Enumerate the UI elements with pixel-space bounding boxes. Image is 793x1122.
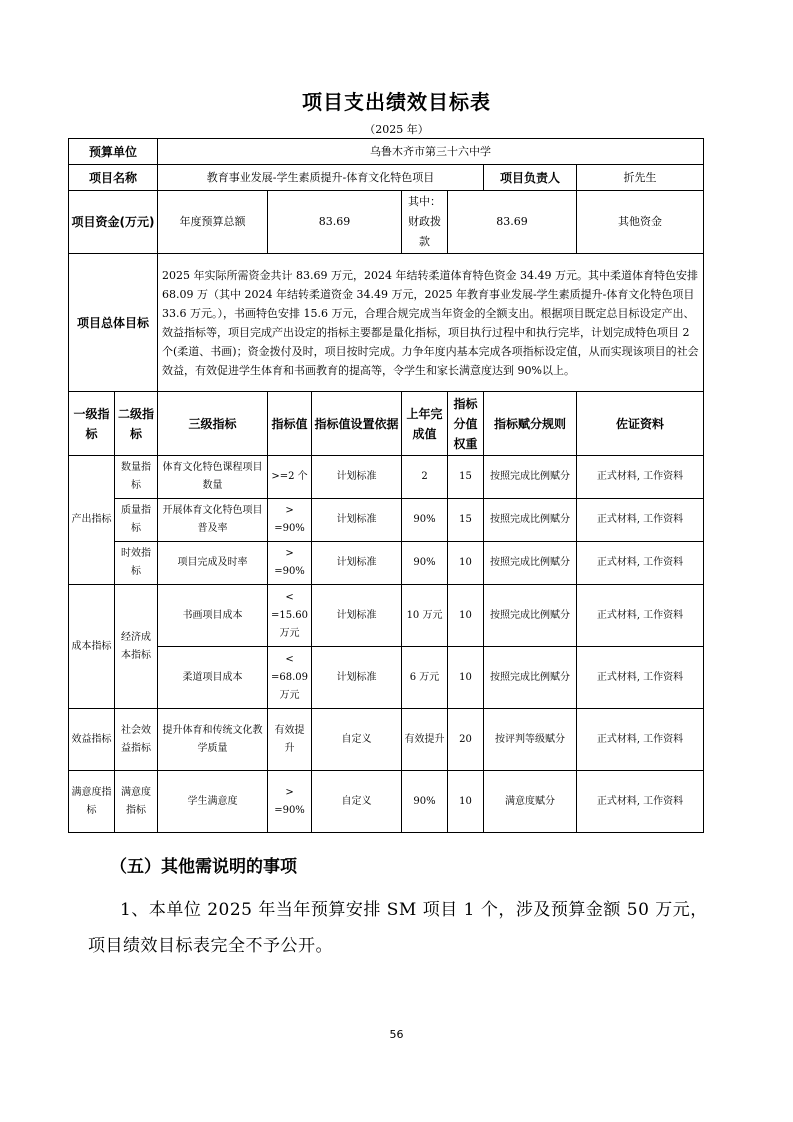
row-l3: 柔道项目成本	[158, 647, 268, 709]
row-rule: 按照完成比例赋分	[484, 456, 577, 499]
table-row	[69, 456, 704, 499]
row-l3: 项目完成及时率	[158, 542, 268, 585]
row-basis: 自定义	[312, 771, 402, 833]
row-rule: 按照完成比例赋分	[484, 585, 577, 647]
row-evidence: 正式材料, 工作资料	[577, 542, 704, 585]
page-title: 项目支出绩效目标表	[302, 90, 491, 114]
row-weight: 15	[448, 456, 484, 499]
project-funds-label: 项目资金(万元)	[69, 191, 158, 254]
project-leader-value: 折先生	[577, 165, 704, 191]
row-evidence: 正式材料, 工作资料	[577, 499, 704, 542]
row-evidence: 正式材料, 工作资料	[577, 647, 704, 709]
row-value: > =90%	[268, 542, 312, 585]
year-label: （2025 年）	[364, 123, 429, 136]
header-value: 指标值	[268, 392, 312, 456]
fiscal-value: 83.69	[448, 191, 577, 254]
row-evidence: 正式材料, 工作资料	[577, 771, 704, 833]
project-leader-label: 项目负责人	[484, 165, 577, 191]
group-benefit: 效益指标	[69, 709, 115, 771]
row-evidence: 正式材料, 工作资料	[577, 709, 704, 771]
header-basis: 指标值设置依据	[312, 392, 402, 456]
row-basis: 计划标准	[312, 647, 402, 709]
row-value: > =90%	[268, 771, 312, 833]
header-weight: 指标分值权重	[448, 392, 484, 456]
row-basis: 计划标准	[312, 542, 402, 585]
overall-goal-label: 项目总体目标	[69, 254, 158, 392]
row-value: > =90%	[268, 499, 312, 542]
table-row	[69, 647, 704, 709]
budget-unit-value: 乌鲁木齐市第三十六中学	[158, 139, 704, 165]
performance-table	[68, 138, 704, 833]
row-rule: 满意度赋分	[484, 771, 577, 833]
row-value: < =68.09 万元	[268, 647, 312, 709]
other-funds-label	[577, 191, 704, 254]
row-rule: 按照完成比例赋分	[484, 542, 577, 585]
row-rule: 按评判等级赋分	[484, 709, 577, 771]
row-l3: 书画项目成本	[158, 585, 268, 647]
header-level2: 二级指标	[115, 392, 158, 456]
project-name-value: 教育事业发展-学生素质提升-体育文化特色项目	[158, 165, 484, 191]
overall-goal-text: 2025 年实际所需资金共计 83.69 万元，2024 年结转柔道体育特色资金 34.49 万元。其中柔道体育特色安排 68.09 万（其中 2024 年结转柔道资金 34.49 万元，2025 年教育事业发展-学生素质提升-体育文化特色项目 33.6 万元。），书画特色安排 15.6 万元，合理合规完成当年资金的全额支出。根据项目既定总目标设定产出、效益指标等，项目完成产出设定的指标主要都是量化指标，项目执行过程中和执行完毕，计划完成特色项目 2 个(柔道、书画)；资金拨付及时，项目按时完成。力争年度内基本完成各项指标设定值，从而实现该项目的社会效益，有效促进学生体育和书画教育的提高等，令学生和家长满意度达到 90%以上。	[158, 254, 704, 392]
row-last: 90%	[402, 771, 448, 833]
row-evidence: 正式材料, 工作资料	[577, 585, 704, 647]
row-basis: 计划标准	[312, 499, 402, 542]
header-evidence: 佐证资料	[577, 392, 704, 456]
header-level3: 三级指标	[158, 392, 268, 456]
row-basis: 计划标准	[312, 585, 402, 647]
annual-total-value: 83.69	[268, 191, 402, 254]
group-output: 产出指标	[69, 456, 115, 585]
table-row	[69, 585, 704, 647]
row-last: 2	[402, 456, 448, 499]
group-satisfaction: 满意度指标	[69, 771, 115, 833]
row-weight: 10	[448, 647, 484, 709]
section-heading: （五）其他需说明的事项	[110, 857, 297, 877]
row-rule: 按照完成比例赋分	[484, 499, 577, 542]
row-value: >=2 个	[268, 456, 312, 499]
row-evidence: 正式材料, 工作资料	[577, 456, 704, 499]
row-rule: 按照完成比例赋分	[484, 647, 577, 709]
row-last: 6 万元	[402, 647, 448, 709]
annual-total-label: 年度预算总额	[158, 191, 268, 254]
row-weight: 10	[448, 771, 484, 833]
row-l2: 质量指标	[115, 499, 158, 542]
page-number: 56	[389, 1028, 404, 1041]
row-l2: 经济成本指标	[115, 585, 158, 709]
row-l2: 满意度指标	[115, 771, 158, 833]
row-l2: 社会效益指标	[115, 709, 158, 771]
budget-unit-label: 预算单位	[69, 139, 158, 165]
row-weight: 20	[448, 709, 484, 771]
row-weight: 10	[448, 585, 484, 647]
row-l3: 提升体育和传统文化教学质量	[158, 709, 268, 771]
group-cost: 成本指标	[69, 585, 115, 709]
table-row	[69, 542, 704, 585]
row-last: 10 万元	[402, 585, 448, 647]
header-level1: 一级指标	[69, 392, 115, 456]
project-name-label: 项目名称	[69, 165, 158, 191]
row-basis: 计划标准	[312, 456, 402, 499]
table-row	[69, 709, 704, 771]
fiscal-label: 其中：财政拨款	[402, 191, 448, 254]
header-rule: 指标赋分规则	[484, 392, 577, 456]
row-last: 有效提升	[402, 709, 448, 771]
row-l2: 时效指标	[115, 542, 158, 585]
row-l2: 数量指标	[115, 456, 158, 499]
row-value: < =15.60 万元	[268, 585, 312, 647]
other-funds-label-text: 其他资金	[618, 215, 663, 228]
row-weight: 15	[448, 499, 484, 542]
row-l3: 体育文化特色课程项目数量	[158, 456, 268, 499]
table-row	[69, 771, 704, 833]
header-last-year: 上年完成值	[402, 392, 448, 456]
row-last: 90%	[402, 542, 448, 585]
row-last: 90%	[402, 499, 448, 542]
row-l3: 学生满意度	[158, 771, 268, 833]
table-row	[69, 499, 704, 542]
row-weight: 10	[448, 542, 484, 585]
row-l3: 开展体育文化特色项目普及率	[158, 499, 268, 542]
body-paragraph: 1、本单位 2025 年当年预算安排 SM 项目 1 个，涉及预算金额 50 万元，项目绩效目标表完全不予公开。	[88, 900, 708, 956]
row-value: 有效提升	[268, 709, 312, 771]
row-basis: 自定义	[312, 709, 402, 771]
